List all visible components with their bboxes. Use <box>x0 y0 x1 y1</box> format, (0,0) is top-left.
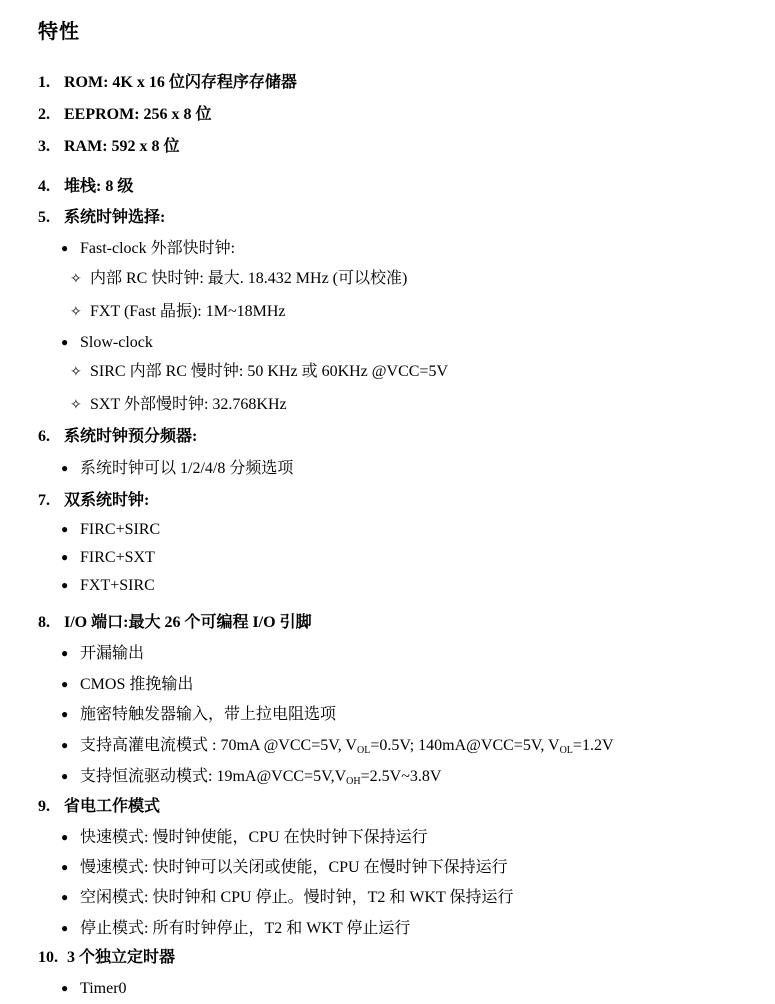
bullet-icon: ● <box>61 522 69 536</box>
list-item-text: Slow-clock <box>80 334 153 351</box>
list-item-firc-sxt <box>61 547 155 568</box>
list-item-text: CMOS 推挽输出 <box>80 676 194 693</box>
subscript-ol: OL <box>559 745 573 756</box>
diamond-bullet-icon: ✧ <box>70 305 82 320</box>
bullet-icon: ● <box>61 241 69 255</box>
list-item-firc-sirc <box>61 519 160 540</box>
bullet-icon: ● <box>61 461 69 475</box>
bullet-icon: ● <box>61 860 69 874</box>
item-number: 1. <box>38 74 50 91</box>
subscript-oh: OH <box>346 776 361 787</box>
item-number: 4. <box>38 178 50 195</box>
list-item-text: 支持高灌电流模式 : 70mA @VCC=5V, V <box>80 737 357 754</box>
item-text: ROM: 4K x 16 位闪存程序存储器 <box>64 74 297 91</box>
feature-item-stack <box>38 177 133 197</box>
bullet-icon: ● <box>61 707 69 721</box>
list-item-text: 支持恒流驱动模式: 19mA@VCC=5V,V <box>80 768 347 785</box>
list-item-text: 快速模式: 慢时钟使能，CPU 在快时钟下保持运行 <box>80 829 428 846</box>
list-item-prescaler-option <box>61 458 293 479</box>
item-number: 10. <box>38 949 58 966</box>
item-text: 双系统时钟: <box>64 492 150 509</box>
item-text: 系统时钟预分频器: <box>64 428 198 445</box>
item-text: I/O 端口:最大 26 个可编程 I/O 引脚 <box>64 614 312 631</box>
feature-item-prescaler <box>38 427 197 447</box>
feature-item-dual-clock <box>38 491 149 511</box>
bullet-icon: ● <box>61 677 69 691</box>
diamond-bullet-icon: ✧ <box>70 365 82 380</box>
list-item-text: 慢速模式: 快时钟可以关闭或使能，CPU 在慢时钟下保持运行 <box>80 859 508 876</box>
list-item-fast-mode <box>61 827 428 848</box>
list-item-schmitt <box>61 704 336 725</box>
bullet-icon: ● <box>61 921 69 935</box>
item-number: 8. <box>38 614 50 631</box>
list-item-text: =2.5V~3.8V <box>360 768 442 785</box>
list-item-text: 施密特触发器输入，带上拉电阻选项 <box>80 706 337 723</box>
list-item-text: SIRC 内部 RC 慢时钟: 50 KHz 或 60KHz @VCC=5V <box>90 363 448 380</box>
section-title: 特性 <box>38 19 80 43</box>
item-number: 6. <box>38 428 50 445</box>
list-item-text: 空闲模式: 快时钟和 CPU 停止。慢时钟，T2 和 WKT 保持运行 <box>80 889 514 906</box>
list-item-fast-clock <box>61 238 235 259</box>
list-subitem-fxt <box>70 302 285 323</box>
bullet-icon: ● <box>61 890 69 904</box>
item-text: 系统时钟选择: <box>64 209 166 226</box>
item-number: 2. <box>38 106 50 123</box>
feature-item-ram <box>38 137 180 157</box>
list-item-text: 系统时钟可以 1/2/4/8 分频选项 <box>80 460 294 477</box>
feature-item-power-modes <box>38 797 160 817</box>
bullet-icon: ● <box>61 335 69 349</box>
bullet-icon: ● <box>61 550 69 564</box>
list-item-slow-clock <box>61 332 153 353</box>
item-number: 3. <box>38 138 50 155</box>
list-subitem-firc <box>70 269 407 290</box>
diamond-bullet-icon: ✧ <box>70 398 82 413</box>
bullet-icon: ● <box>61 981 69 995</box>
list-subitem-sxt <box>70 395 287 416</box>
list-item-text: SXT 外部慢时钟: 32.768KHz <box>90 396 287 413</box>
item-text: 3 个独立定时器 <box>67 949 176 966</box>
item-text: 省电工作模式 <box>64 798 161 815</box>
feature-item-timers <box>38 948 175 968</box>
list-item-text: FIRC+SIRC <box>80 521 161 538</box>
list-item-slow-mode <box>61 857 508 878</box>
list-item-text: =1.2V <box>572 737 614 754</box>
list-item-stop-mode <box>61 918 410 939</box>
list-item-text: FXT+SIRC <box>80 577 155 594</box>
list-item-text: Fast-clock 外部快时钟: <box>80 240 236 257</box>
list-item-fxt-sirc <box>61 575 155 596</box>
bullet-icon: ● <box>61 769 69 783</box>
list-item-text: FIRC+SXT <box>80 549 155 566</box>
bullet-icon: ● <box>61 830 69 844</box>
feature-item-rom <box>38 73 297 93</box>
list-item-text: =0.5V; 140mA@VCC=5V, V <box>370 737 560 754</box>
list-item-constant-current <box>61 766 441 792</box>
subscript-ol: OL <box>356 745 371 756</box>
bullet-icon: ● <box>61 646 69 660</box>
list-item-text: 开漏输出 <box>80 645 145 662</box>
list-item-high-sink <box>61 735 614 761</box>
list-item-text: FXT (Fast 晶振): 1M~18MHz <box>90 303 286 320</box>
list-item-text: 内部 RC 快时钟: 最大. 18.432 MHz (可以校准) <box>90 270 408 287</box>
list-item-text: Timer0 <box>80 980 127 997</box>
bullet-icon: ● <box>61 578 69 592</box>
item-text: RAM: 592 x 8 位 <box>64 138 180 155</box>
list-item-idle-mode <box>61 887 514 908</box>
feature-item-clock-select <box>38 208 165 228</box>
list-item-timer0 <box>61 978 127 999</box>
item-number: 7. <box>38 492 50 509</box>
feature-item-eeprom <box>38 105 212 125</box>
feature-item-io-port <box>38 613 312 633</box>
list-subitem-sirc <box>70 362 448 383</box>
item-number: 9. <box>38 798 50 815</box>
item-number: 5. <box>38 209 50 226</box>
list-item-cmos <box>61 674 193 695</box>
list-item-text: 停止模式: 所有时钟停止，T2 和 WKT 停止运行 <box>80 920 411 937</box>
item-text: 堆栈: 8 级 <box>64 178 134 195</box>
item-text: EEPROM: 256 x 8 位 <box>64 106 212 123</box>
list-item-open-drain <box>61 643 144 664</box>
bullet-icon: ● <box>61 738 69 752</box>
diamond-bullet-icon: ✧ <box>70 272 82 287</box>
